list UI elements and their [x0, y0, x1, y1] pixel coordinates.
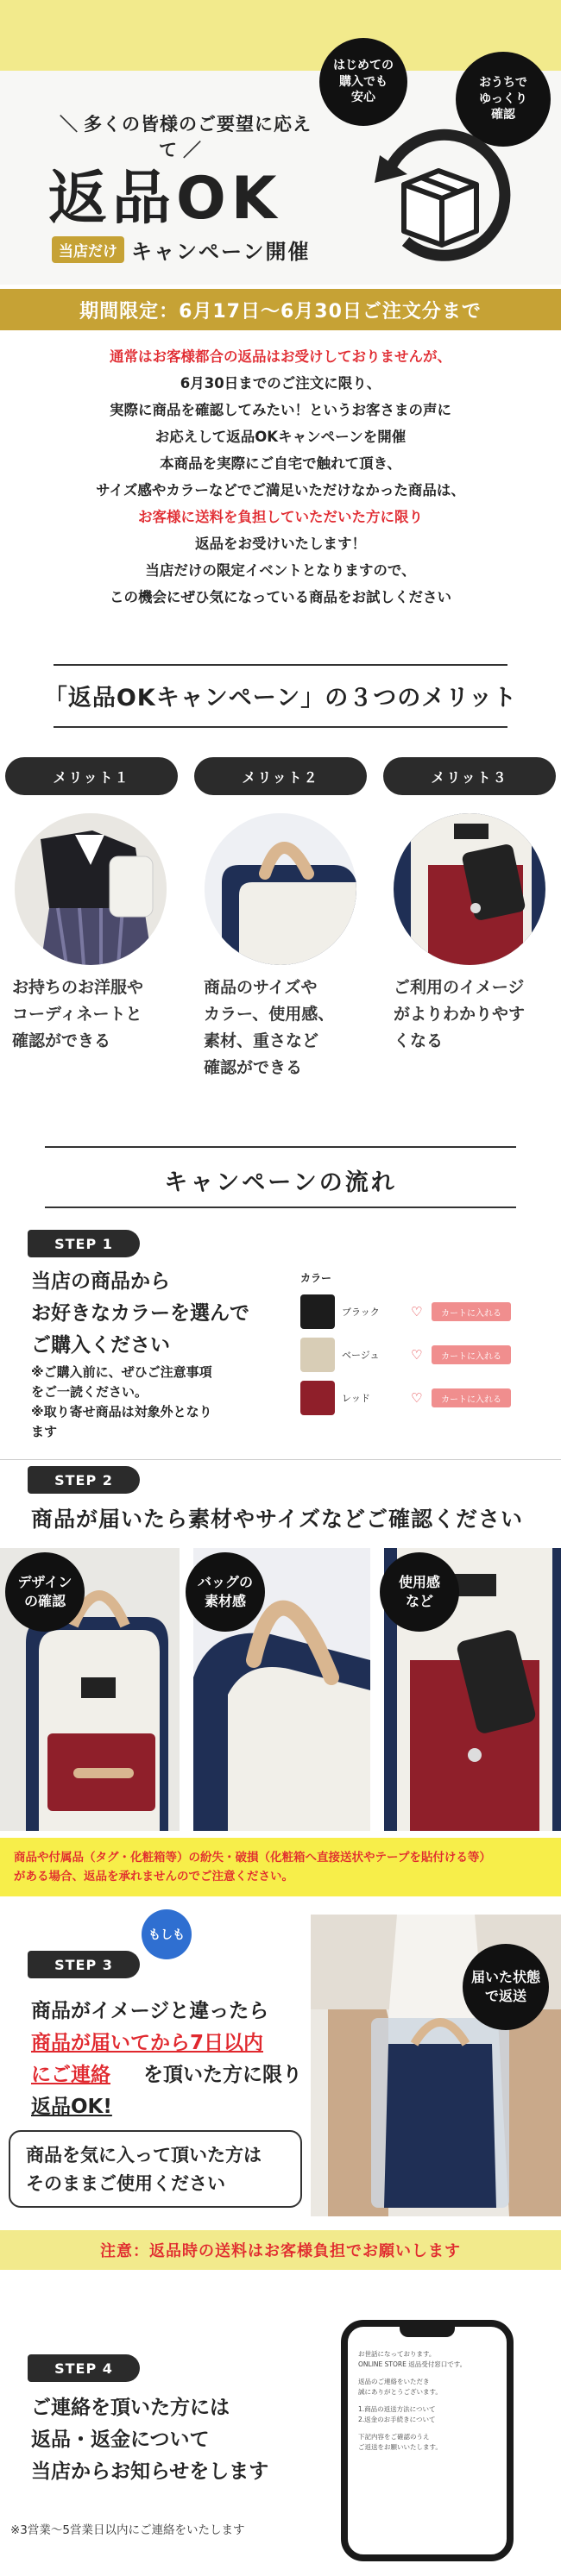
step-1-label: STEP 1 [28, 1230, 140, 1257]
email-line: 下記内容をご確認のうえ [358, 2433, 430, 2441]
step-3-line: 商品がイメージと違ったら [31, 2000, 269, 2022]
divider [45, 1146, 516, 1148]
color-option-beige[interactable] [300, 1333, 544, 1376]
step-4-text: ご連絡を頂いた方には 返品・返金について 当店からお知らせをします [31, 2397, 269, 2483]
intro-text [0, 343, 561, 611]
bag-thumbnail [300, 1338, 335, 1372]
bag-handle-illustration [205, 813, 356, 965]
label-return-as-received [463, 1944, 549, 2030]
intro-line: 通常はお客様都合の返品はお受けしておりませんが、 [110, 348, 451, 365]
step-3-line: 返品OK! [31, 2096, 112, 2118]
add-to-cart-button[interactable]: カートに入れる [432, 1302, 511, 1321]
color-option-black[interactable] [300, 1290, 544, 1333]
bubble-home-text: おうちで ゆっくり 確認 [479, 75, 527, 122]
step-1-text: 当店の商品から お好きなカラーを選んで ご購入ください [31, 1270, 249, 1357]
phone-mockup [341, 2320, 514, 2561]
merit-1-image [15, 813, 167, 965]
label-usage [380, 1552, 459, 1632]
merit-2-label: メリット２ [194, 757, 367, 795]
intro-line: この機会にぜひ気になっている商品をお試しください [110, 589, 451, 605]
step-4-note: ※3営業〜5営業日以内にご連絡をいたします [10, 2523, 245, 2537]
hero-banner [0, 0, 561, 285]
label-text: 届いた状態 で返送 [470, 1969, 540, 2004]
slash-left-icon: ＼ [60, 114, 79, 135]
label-design-check [5, 1552, 85, 1632]
intro-line: サイズ感やカラーなどでご満足いただけなかった商品は、 [96, 482, 465, 498]
moshimo-badge: もしも [142, 1909, 192, 1959]
phone-notch [400, 2325, 455, 2337]
step-2-warning: 商品や付属品（タグ・化粧箱等）の紛失・破損（化粧箱へ直接送状やテープを貼付ける等） がある場合、返品を承れませんのでご注意ください。 [0, 1838, 561, 1896]
hero-tagline-text: 多くの皆様のご要望に応えて [84, 114, 312, 160]
step-2-label: STEP 2 [28, 1466, 140, 1494]
shipping-notice: 注意：返品時の送料はお客様負担でお願いします [0, 2230, 561, 2270]
step-1-note: ※ご購入前に、ぜひご注意事項 をご一読ください。 ※取り寄せ商品は対象外となり ます [31, 1364, 212, 1439]
color-name: ベージュ [342, 1350, 380, 1361]
email-line: 返品のご連絡をいただき [358, 2378, 430, 2385]
step-4-label: STEP 4 [28, 2354, 140, 2382]
store-only-badge: 当店だけ [52, 236, 124, 263]
divider [0, 1459, 561, 1460]
merit-2-text: 商品のサイズや カラー、使用感、 素材、重さなど 確認ができる [204, 978, 335, 1077]
intro-line: お客様に送料を負担していただいた方に限り [138, 509, 423, 525]
step-3-text [31, 1996, 316, 2123]
email-line: お世話になっております。 [358, 2350, 436, 2358]
step-3-highlight: 商品が届いてから7日以内 にご連絡 [31, 2032, 264, 2086]
divider [54, 726, 507, 728]
email-line: ご返送をお願いいたします。 [358, 2443, 442, 2451]
hero-title: 返品OK [48, 165, 282, 233]
color-selector [300, 1270, 544, 1420]
email-line: ONLINE STORE 返品受付窓口です。 [358, 2360, 467, 2368]
intro-line: 当店だけの限定イベントとなりますので、 [145, 562, 416, 579]
merit-2-image [205, 813, 356, 965]
period-banner: 期間限定：6月17日〜6月30日ご注文分まで [0, 289, 561, 330]
bag-thumbnail [300, 1381, 335, 1415]
favorite-heart-icon[interactable]: ♡ [411, 1390, 423, 1406]
hero-subtitle: キャンペーン開催 [131, 240, 311, 264]
favorite-heart-icon[interactable]: ♡ [411, 1347, 423, 1363]
email-preview [358, 2349, 498, 2453]
intro-line: 返品をお受けいたします！ [195, 536, 366, 552]
label-text: バッグの 素材感 [197, 1574, 253, 1609]
divider [54, 664, 507, 666]
bubble-first-text: はじめての 購入でも 安心 [333, 58, 394, 105]
label-text: 使用感 など [398, 1574, 440, 1609]
color-heading: カラー [300, 1272, 332, 1284]
intro-line: 実際に商品を確認してみたい！というお客さまの声に [110, 402, 451, 418]
keep-item-balloon: 商品を気に入って頂いた方は そのままご使用ください [9, 2130, 302, 2208]
color-name: ブラック [342, 1307, 380, 1318]
divider [45, 1207, 516, 1208]
bag-thumbnail [300, 1294, 335, 1329]
color-option-red[interactable] [300, 1376, 544, 1420]
merit-1-text: お持ちのお洋服や コーディネートと 確認ができる [12, 978, 144, 1050]
step-3-label: STEP 3 [28, 1951, 140, 1978]
bubble-first-purchase [319, 38, 407, 126]
merit-3-text: ご利用のイメージ がよりわかりやす くなる [394, 978, 526, 1050]
label-text: デザイン の確認 [17, 1574, 72, 1609]
step-2-text: 商品が届いたら素材やサイズなどご確認ください [31, 1507, 524, 1532]
outfit-illustration [15, 813, 167, 965]
slash-right-icon: ／ [183, 140, 202, 160]
step-3-line: を頂いた方に限り [143, 2064, 302, 2086]
merit-3-image [394, 813, 545, 965]
email-line: 誠にありがとうございます。 [358, 2388, 442, 2396]
intro-line: お応えして返品OKキャンペーンを開催 [154, 429, 407, 445]
label-material [186, 1552, 265, 1632]
flow-title: キャンペーンの流れ [164, 1169, 397, 1196]
email-line: 1.商品の返送方法について [358, 2405, 436, 2413]
add-to-cart-button[interactable]: カートに入れる [432, 1388, 511, 1407]
intro-line: 本商品を実際にご自宅で触れて頂き、 [160, 455, 401, 472]
intro-line: 6月30日までのご注文に限り、 [180, 375, 381, 392]
add-to-cart-button[interactable]: カートに入れる [432, 1345, 511, 1364]
favorite-heart-icon[interactable]: ♡ [411, 1304, 423, 1319]
return-box-icon [354, 121, 526, 267]
merits-title: 「返品OKキャンペーン」の３つのメリット [43, 685, 518, 711]
email-line: 2.返金のお手続きについて [358, 2416, 436, 2423]
color-name: レッド [342, 1393, 370, 1404]
pocket-phone-illustration [394, 813, 545, 965]
hero-subtitle-row [52, 235, 311, 265]
merit-1-label: メリット１ [5, 757, 178, 795]
merit-3-label: メリット３ [383, 757, 556, 795]
